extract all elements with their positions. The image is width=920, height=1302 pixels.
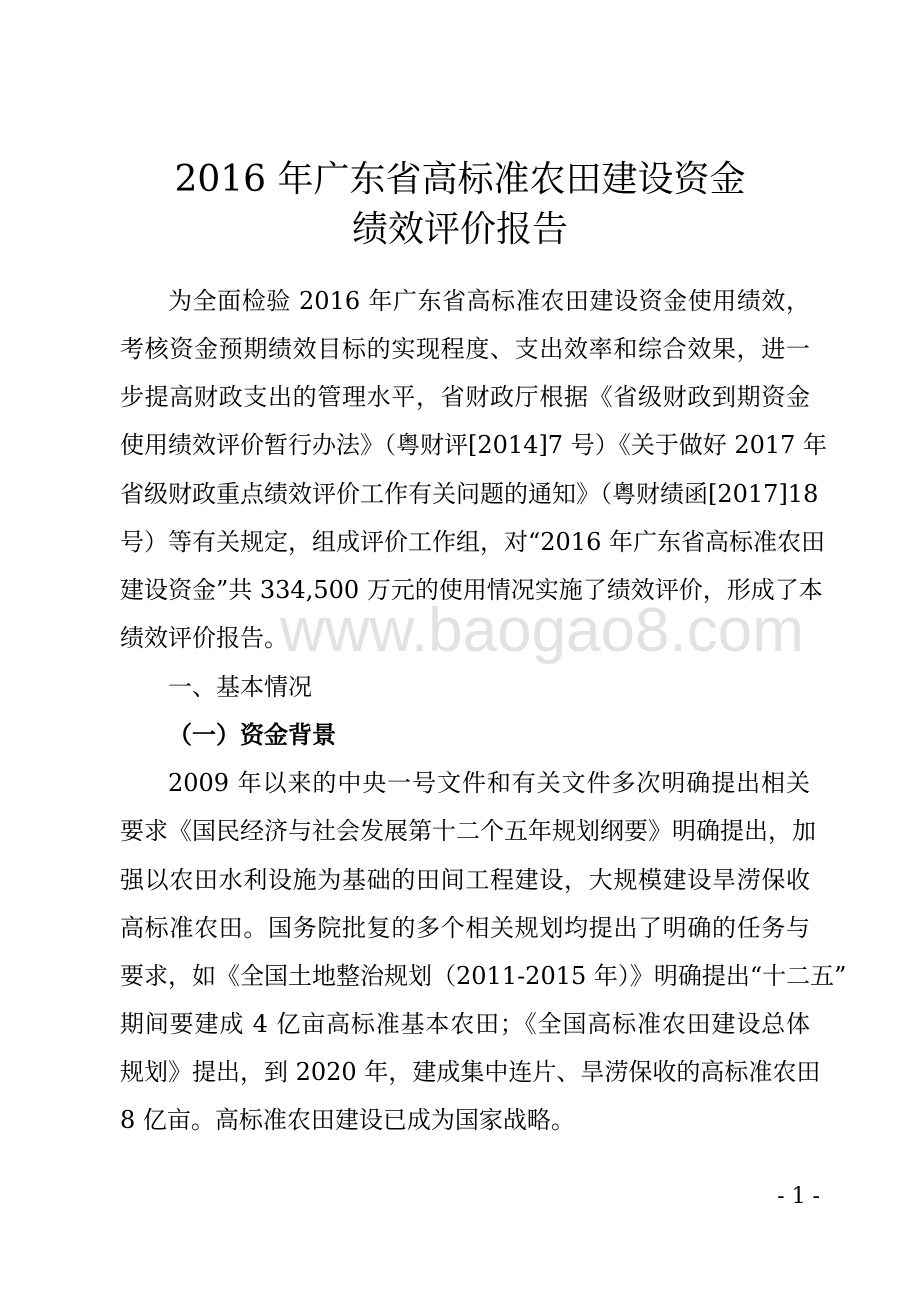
intro-paragraph-line: 号）等有关规定，组成评价工作组，对“2016 年广东省高标准农田 [120,528,825,556]
intro-paragraph-line: 省级财政重点绩效评价工作有关问题的通知》（粤财绩函[2017]18 [120,480,819,508]
page-number: - 1 - [777,1184,820,1209]
subsection-heading: （一）资金背景 [168,720,336,749]
intro-paragraph-line: 建设资金”共 334,500 万元的使用情况实施了绩效评价，形成了本 [120,576,823,604]
background-paragraph-line: 要求，如《全国土地整治规划（2011-2015 年）》明确提出“十二五” [120,962,847,990]
intro-paragraph-line: 考核资金预期绩效目标的实现程度、支出效率和综合效果，进一 [120,335,810,363]
background-paragraph-line: 8 亿亩。高标准农田建设已成为国家战略。 [120,1106,575,1134]
section-heading: 一、基本情况 [168,673,312,701]
background-paragraph-line: 要求《国民经济与社会发展第十二个五年规划纲要》明确提出，加 [120,817,816,845]
background-paragraph-line: 强以农田水利设施为基础的田间工程建设，大规模建设旱涝保收 [120,866,810,894]
background-paragraph-line: 规划》提出，到 2020 年，建成集中连片、旱涝保收的高标准农田 [120,1058,821,1086]
background-paragraph-line: 期间要建成 4 亿亩高标准基本农田；《全国高标准农田建设总体 [120,1010,810,1038]
background-paragraph-line: 高标准农田。国务院批复的多个相关规划均提出了明确的任务与 [120,914,810,942]
intro-paragraph-line: 为全面检验 2016 年广东省高标准农田建设资金使用绩效， [168,287,810,315]
report-title-line-1: 2016 年广东省高标准农田建设资金 [174,159,746,200]
intro-paragraph-line: 步提高财政支出的管理水平，省财政厅根据《省级财政到期资金 [120,383,810,411]
watermark: www.baogao8.com [280,596,804,665]
intro-paragraph-line: 绩效评价报告。 [120,624,288,652]
report-title-line-2: 绩效评价报告 [351,209,568,250]
background-paragraph-line: 2009 年以来的中央一号文件和有关文件多次明确提出相关 [168,769,810,797]
intro-paragraph-line: 使用绩效评价暂行办法》（粤财评[2014]7 号）《关于做好 2017 年 [120,431,828,459]
